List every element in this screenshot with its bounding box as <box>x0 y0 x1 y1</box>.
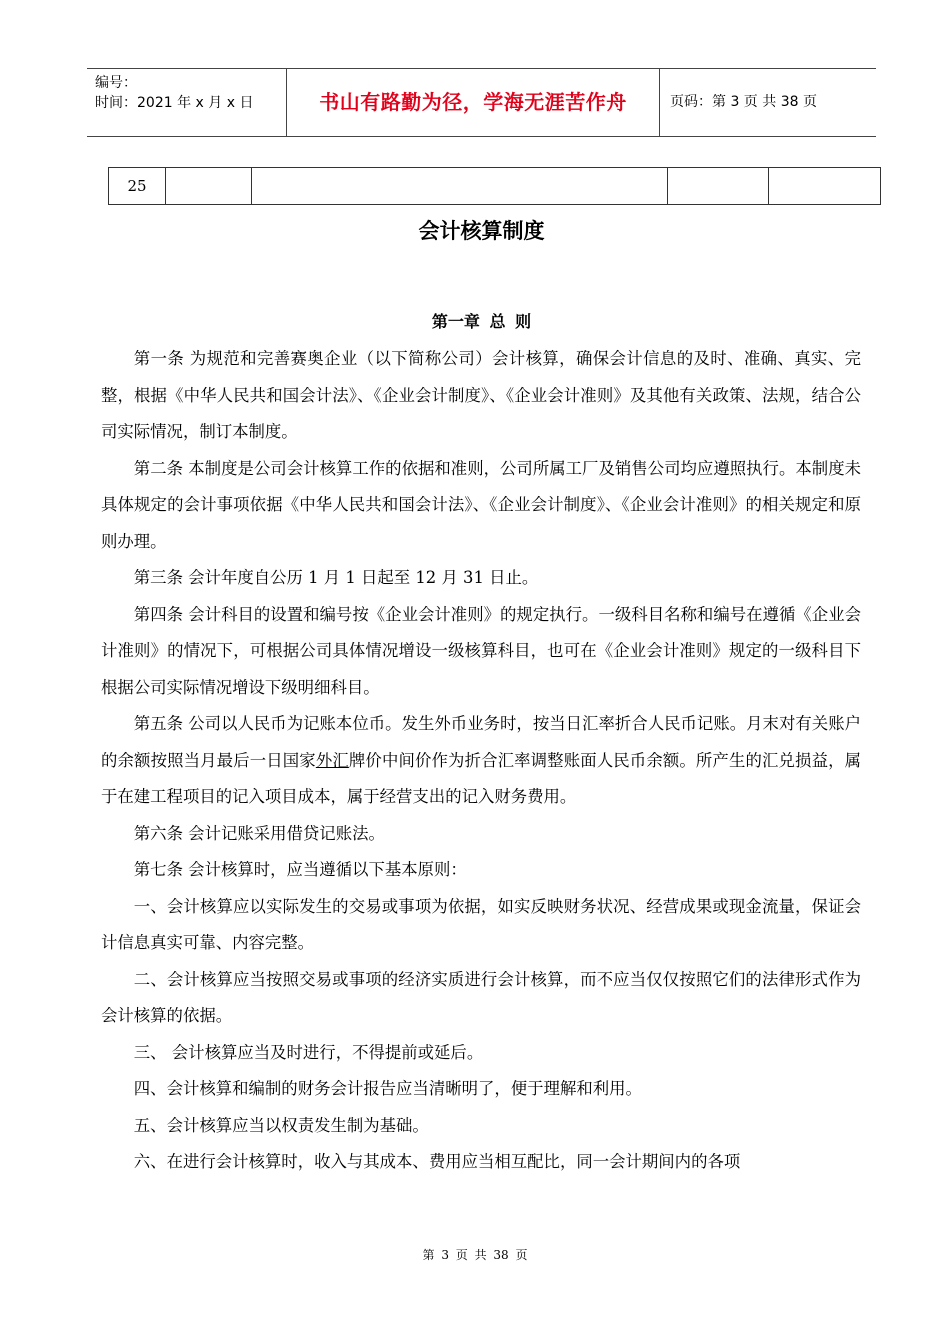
document-header <box>87 68 876 137</box>
row-number: 25 <box>109 168 166 204</box>
header-page-info: 页码：第 3 页 共 38 页 <box>670 94 817 110</box>
paragraph-text: 牌价中间价作为折合汇率调整账面人民币余额。所产生的汇兑损益，属于在建工程项目的记入项目成本，属于经营支出的记入财务费用。 <box>101 750 862 806</box>
number-label: 编号： <box>95 75 137 91</box>
header-motto: 书山有路勤为径，学海无涯苦作舟 <box>287 69 660 136</box>
foreign-exchange-link[interactable]: 外汇 <box>315 750 349 770</box>
table-row <box>108 167 881 205</box>
paragraph: 第七条 会计核算时，应当遵循以下基本原则： <box>133 860 467 879</box>
paragraph: 第六条 会计记账采用借贷记账法。 <box>133 823 385 843</box>
paragraph: 一、会计核算应以实际发生的交易或事项为依据，如实反映财务状况、经营成果或现金流量，保证会计信息真实可靠、内容完整。 <box>101 896 861 952</box>
chapter-heading: 第一章 总 则 <box>431 312 532 331</box>
table-cell <box>252 168 668 204</box>
paragraph <box>101 706 861 816</box>
paragraph: 第三条 会计年度自公历 1 月 1 日起至 12 月 31 日止。 <box>133 568 539 587</box>
paragraph: 六、在进行会计核算时，收入与其成本、费用应当相互配比，同一会计期间内的各项 <box>133 1152 741 1171</box>
time-label: 时间：2021 年 x 月 x 日 <box>95 95 254 111</box>
paragraph: 四、会计核算和编制的财务会计报告应当清晰明了，便于理解和利用。 <box>133 1079 642 1098</box>
header-meta <box>87 69 287 136</box>
paragraph-text: 第五条 公司以人民币为记账本位币。发生外币业务时，按当日汇率折合人民币记账。月末对有关账户的余额按照当月最后一日国家 <box>101 714 861 770</box>
paragraph: 五、会计核算应当以权责发生制为基础。 <box>133 1115 429 1135</box>
table-cell <box>769 168 880 204</box>
table-cell <box>668 168 769 204</box>
page-footer: 第 3 页 共 38 页 <box>422 1248 528 1262</box>
document-body <box>101 341 861 1181</box>
paragraph: 第一条 为规范和完善赛奥企业（以下简称公司）会计核算，确保会计信息的及时、准确、真实、完整，根据《中华人民共和国会计法》、《企业会计制度》、《企业会计准则》及其他有关政策、法规，结合公司实际情况，制订本制度。 <box>101 349 861 441</box>
table-cell <box>166 168 252 204</box>
document-title: 会计核算制度 <box>418 219 545 243</box>
paragraph: 三、 会计核算应当及时进行，不得提前或延后。 <box>133 1042 484 1062</box>
paragraph: 第四条 会计科目的设置和编号按《企业会计准则》的规定执行。一级科目名称和编号在遵循《企业会计准则》的情况下，可根据公司具体情况增设一级核算科目，也可在《企业会计准则》规定的一级科目下根据公司实际情况增设下级明细科目。 <box>101 604 861 697</box>
paragraph: 二、会计核算应当按照交易或事项的经济实质进行会计核算，而不应当仅仅按照它们的法律形式作为会计核算的依据。 <box>101 969 861 1025</box>
paragraph: 第二条 本制度是公司会计核算工作的依据和准则，公司所属工厂及销售公司均应遵照执行。本制度未具体规定的会计事项依据《中华人民共和国会计法》、《企业会计制度》、《企业会计准则》的相关规定和原则办理。 <box>101 458 861 551</box>
